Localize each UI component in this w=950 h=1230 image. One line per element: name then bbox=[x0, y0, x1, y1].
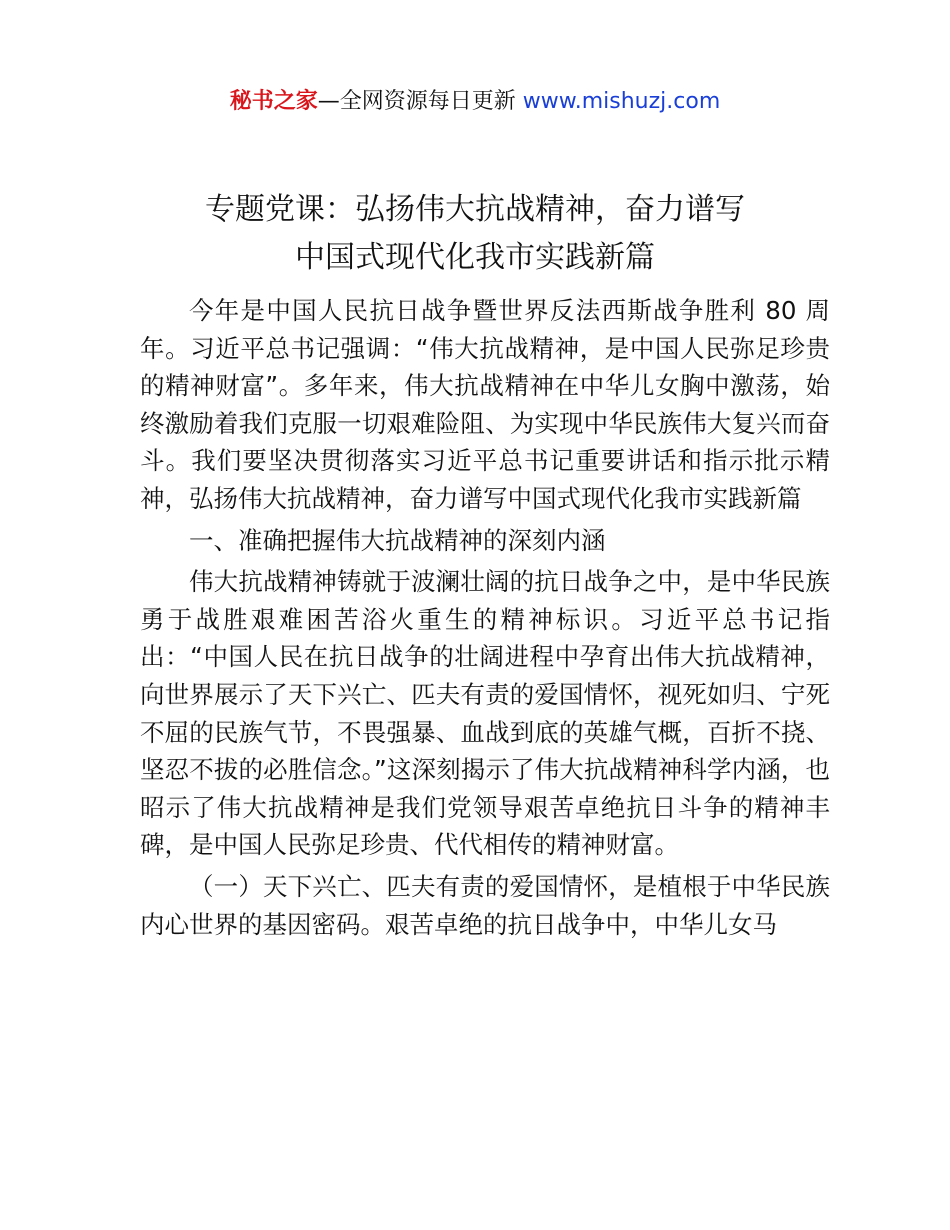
subsection-paragraph: （一）天下兴亡、匹夫有责的爱国情怀，是植根于中华民族内心世界的基因密码。艰苦卓绝的抗日战争中，中华儿女马 bbox=[140, 871, 830, 939]
title-line-1: 专题党课：弘扬伟大抗战精神，奋力谱写 bbox=[205, 192, 745, 227]
document-body bbox=[140, 292, 830, 943]
site-tagline: —全网资源每日更新 bbox=[317, 89, 523, 114]
site-header bbox=[0, 86, 950, 118]
section-paragraph: 伟大抗战精神铸就于波澜壮阔的抗日战争之中，是中华民族勇于战胜艰难困苦浴火重生的精神标识。习近平总书记指出：“中国人民在抗日战争的壮阔进程中孕育出伟大抗战精神，向世界展示了天下兴亡、匹夫有责的爱国情怀，视死如归、宁死不屈的民族气节，不畏强暴、血战到底的英雄气概，百折不挠、坚忍不拔的必胜信念。”这深刻揭示了伟大抗战精神科学内涵，也昭示了伟大抗战精神是我们党领导艰苦卓绝抗日斗争的精神丰碑，是中国人民弥足珍贵、代代相传的精神财富。 bbox=[140, 567, 830, 860]
site-brand: 秘书之家 bbox=[229, 89, 318, 114]
title-line-2: 中国式现代化我市实践新篇 bbox=[295, 240, 655, 275]
section-heading: 一、准确把握伟大抗战精神的深刻内涵 bbox=[189, 525, 606, 555]
site-url-link[interactable]: www.mishuzj.com bbox=[522, 89, 721, 114]
document-title bbox=[0, 186, 950, 282]
intro-paragraph: 今年是中国人民抗日战争暨世界反法西斯战争胜利 80 周年。习近平总书记强调：“伟大抗战精神，是中国人民弥足珍贵的精神财富”。多年来，伟大抗战精神在中华儿女胸中激荡，始终激励着我们克服一切艰难险阻、为实现中华民族伟大复兴而奋斗。我们要坚决贯彻落实习近平总书记重要讲话和指示批示精神，弘扬伟大抗战精神，奋力谱写中国式现代化我市实践新篇 bbox=[140, 296, 830, 513]
